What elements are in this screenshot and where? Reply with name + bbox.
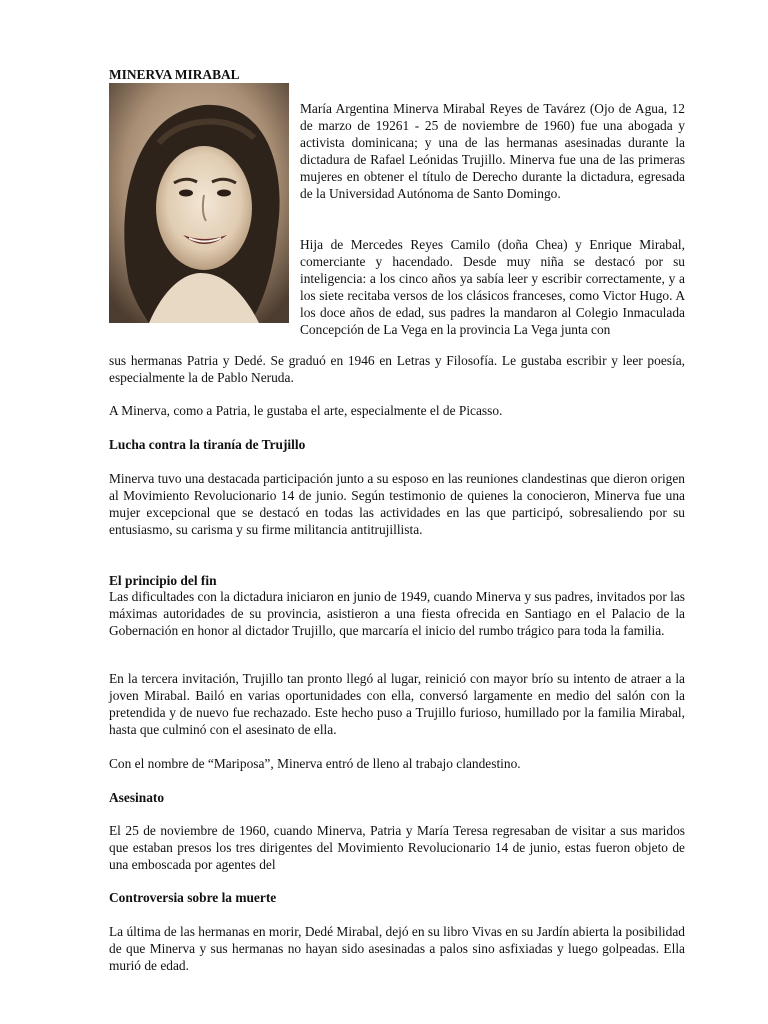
section-paragraph-principio-2: En la tercera invitación, Trujillo tan pronto llegó al lugar, reinició con mayor brío su intento de atraer a la joven Mirabal. Bailó en varias oportunidades con ella, conversó largamente en medio del salón con la pretendida y de nuevo fue rechazado. Este hecho puso a Trujillo furioso, humillado por la familia Mirabal, hasta que culminó con el asesinato de ella. — [109, 671, 685, 737]
section-paragraph-principio-3: Con el nombre de “Mariposa”, Minerva entró de lleno al trabajo clandestino. — [109, 756, 521, 771]
section-paragraph-asesinato: El 25 de noviembre de 1960, cuando Minerva, Patria y María Teresa regresaban de visitar a sus maridos que estaban presos los tres dirigentes del Movimiento Revolucionario 14 de junio, estas fueron objeto de una emboscada por agentes del — [109, 823, 685, 872]
section-paragraph-lucha: Minerva tuvo una destacada participación junto a su esposo en las reuniones clandestinas que dieron origen al Movimiento Revolucionario 14 de junio. Según testimonio de quienes la conocieron, Minerva fue una mujer excepcional que se destacó en todas las actividades en las que participó, sobresaliendo por su entusiasmo, su carisma y su firme militancia antitrujillista. — [109, 471, 685, 537]
section-paragraph-controversia: La última de las hermanas en morir, Dedé Mirabal, dejó en su libro Vivas en su Jardín abierta la posibilidad de que Minerva y sus hermanas no hayan sido asesinadas a palos sino asfixiadas y luego golpeadas. Ella murió de edad. — [109, 924, 685, 973]
section-heading-asesinato: Asesinato — [109, 790, 165, 805]
portrait-photo-drawing — [109, 83, 289, 323]
portrait-photo — [109, 83, 289, 323]
intro-paragraph-2-float: Hija de Mercedes Reyes Camilo (doña Chea) y Enrique Mirabal, comerciante y hacendado. Desde muy niña se destacó por su inteligencia: a los cinco años ya sabía leer y escribir correctamente, y a los siete recitaba versos de los clásicos franceses, como Victor Hugo. A los doce años de edad, sus padres la mandaron al Colegio Inmaculada Concepción de La Vega en la provincia La Vega junta con — [300, 237, 685, 337]
intro-paragraph-1: María Argentina Minerva Mirabal Reyes de Tavárez (Ojo de Agua, 12 de marzo de 19261 - 25 de noviembre de 1960) fue una abogada y activista dominicana; y una de las hermanas asesinadas durante la dictadura de Rafael Leónidas Trujillo. Minerva fue una de las primeras mujeres en obtener el título de Derecho durante la dictadura, egresada de la Universidad Autónoma de Santo Domingo. — [300, 101, 685, 201]
section-paragraph-principio-1: Las dificultades con la dictadura iniciaron en junio de 1949, cuando Minerva y sus padres, invitados por las máximas autoridades de su provincia, asistieron a una fiesta ofrecida en Santiago en el Palacio de la Gobernación en honor al dictador Trujillo, que marcaría el inicio del rumbo trágico para toda la familia. — [109, 589, 686, 638]
intro-paragraph-2-continued: sus hermanas Patria y Dedé. Se graduó en 1946 en Letras y Filosofía. Le gustaba escribir y leer poesía, especialmente la de Pablo Neruda. — [109, 353, 685, 385]
art-paragraph: A Minerva, como a Patria, le gustaba el arte, especialmente el de Picasso. — [109, 403, 503, 418]
section-heading-controversia: Controversia sobre la muerte — [109, 890, 277, 905]
section-heading-lucha: Lucha contra la tiranía de Trujillo — [109, 437, 306, 452]
section-heading-principio: El principio del fin — [109, 573, 217, 588]
document-title: MINERVA MIRABAL — [109, 67, 240, 82]
